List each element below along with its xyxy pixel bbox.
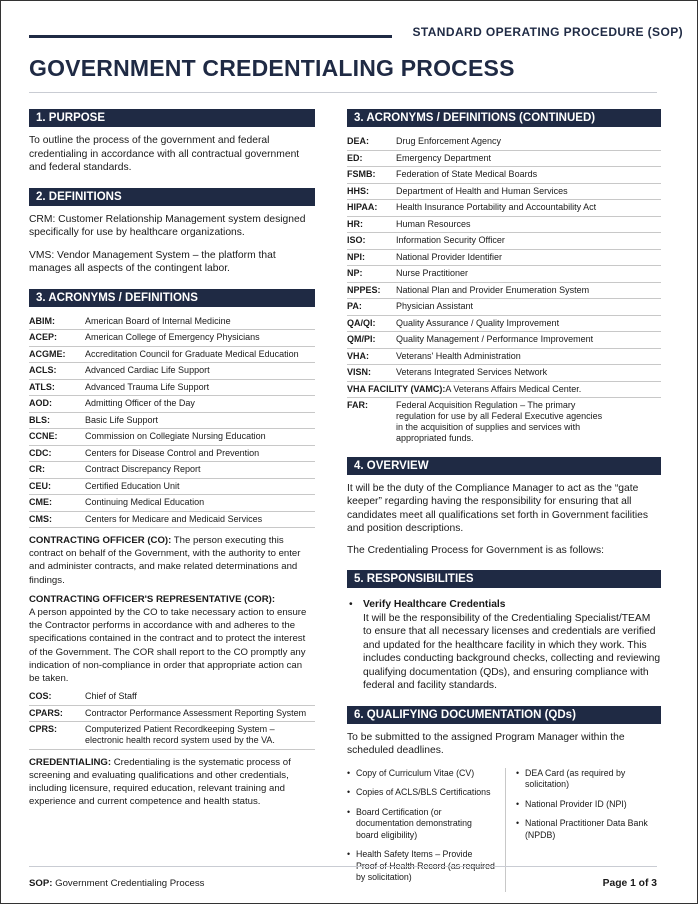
section-heading-acronyms: 3. ACRONYMS / DEFINITIONS bbox=[29, 289, 315, 307]
qds-list-item: • Copies of ACLS/BLS Certifications bbox=[347, 787, 495, 799]
definition-term: CRM: bbox=[29, 213, 56, 225]
right-column bbox=[347, 109, 661, 892]
acronym-definition: Department of Health and Human Services bbox=[396, 185, 568, 196]
acronym-term: BLS: bbox=[29, 414, 50, 425]
acronym-definition: Federal Acquisition Regulation – The primary regulation for use by all Federal Executive agencies in the acquisition of supplies and services with appropriated funds. bbox=[396, 400, 603, 443]
acronym-definition: Continuing Medical Education bbox=[85, 497, 205, 507]
acronym-definition: Nurse Practitioner bbox=[396, 268, 469, 278]
bullet-icon: • bbox=[349, 599, 353, 610]
definition-term: CONTRACTING OFFICER'S REPRESENTATIVE (COR): bbox=[29, 593, 276, 605]
qds-list-left bbox=[347, 768, 495, 892]
acronym-definition: National Provider Identifier bbox=[396, 251, 503, 262]
footer-title bbox=[29, 878, 204, 889]
purpose-text: To outline the process of the government and federal credentialing in accordance with all contractual government and federal standards. bbox=[29, 135, 300, 173]
left-column bbox=[29, 109, 315, 809]
acronym-row bbox=[29, 363, 315, 380]
qds-lists bbox=[347, 768, 661, 892]
definition-vms bbox=[29, 249, 315, 276]
acronym-list-2 bbox=[29, 689, 315, 750]
qds-list-right bbox=[516, 768, 661, 892]
acronym-term: VHA: bbox=[347, 350, 369, 361]
definition-credentialing bbox=[29, 756, 315, 809]
acronym-row bbox=[347, 151, 661, 168]
acronym-term: PA: bbox=[347, 301, 362, 311]
acronym-term: ISO: bbox=[347, 235, 366, 245]
responsibility-item bbox=[347, 598, 661, 693]
acronym-row bbox=[29, 689, 315, 706]
acronym-term-inline: VHA FACILITY (VAMC): bbox=[347, 383, 446, 394]
acronym-row bbox=[29, 446, 315, 463]
section-heading-purpose: 1. PURPOSE bbox=[29, 109, 315, 127]
acronym-definition: Centers for Medicare and Medicaid Services bbox=[85, 513, 263, 524]
acronym-row bbox=[29, 314, 315, 331]
acronym-definition: Federation of State Medical Boards bbox=[396, 169, 538, 179]
acronym-term: NP: bbox=[347, 268, 363, 278]
acronym-term: FSMB: bbox=[347, 169, 376, 179]
acronym-term: CCNE: bbox=[29, 431, 58, 441]
acronym-row-vamc bbox=[347, 382, 661, 399]
section-heading-overview: 4. OVERVIEW bbox=[347, 457, 661, 475]
qds-list-item: • Health Safety Items – Provide by solicitation) bbox=[347, 849, 495, 884]
acronym-definition: Commission on Collegiate Nursing Education bbox=[85, 431, 266, 441]
acronym-row bbox=[347, 332, 661, 349]
acronym-term: HHS: bbox=[347, 185, 369, 196]
acronym-definition: Advanced Trauma Life Support bbox=[85, 381, 210, 392]
acronym-term: HR: bbox=[347, 218, 363, 229]
acronym-row bbox=[29, 462, 315, 479]
acronym-term: ABIM: bbox=[29, 315, 55, 326]
acronym-definition: Physician Assistant bbox=[396, 301, 474, 311]
acronym-term: NPPES: bbox=[347, 284, 381, 295]
section-heading-responsibilities: 5. RESPONSIBILITIES bbox=[347, 570, 661, 588]
section-heading-definitions: 2. DEFINITIONS bbox=[29, 188, 315, 206]
acronym-definition: Basic Life Support bbox=[85, 414, 159, 425]
footer-divider bbox=[29, 866, 657, 867]
acronym-term: AOD: bbox=[29, 398, 52, 408]
acronym-row bbox=[347, 134, 661, 151]
definition-text: The person executing this contract on behalf of the Government, with the authority to enter and administer contracts, and make related determinations and findings. bbox=[29, 535, 301, 586]
footer-text: Government Credentialing Process bbox=[52, 878, 205, 889]
acronym-term: NPI: bbox=[347, 251, 365, 262]
definition-contracting-officer bbox=[29, 534, 315, 587]
acronym-row bbox=[347, 250, 661, 267]
section-heading-qualifying-documentation: 6. QUALIFYING DOCUMENTATION (QDs) bbox=[347, 706, 661, 724]
acronym-term: CEU: bbox=[29, 480, 51, 491]
acronym-row bbox=[347, 299, 661, 316]
page-number: Page 1 of 3 bbox=[602, 878, 657, 889]
acronym-term: CMS: bbox=[29, 513, 52, 524]
qds-list-item: • National Practitioner Data Bank (NPDB) bbox=[516, 818, 661, 841]
footer-label: SOP: bbox=[29, 878, 53, 889]
acronym-term: FAR: bbox=[347, 400, 368, 410]
acronym-row bbox=[347, 184, 661, 201]
acronym-term: CPRS: bbox=[29, 724, 58, 735]
acronym-definition: Veterans Integrated Services Network bbox=[396, 367, 548, 377]
acronym-row bbox=[29, 479, 315, 496]
definition-text: Credentialing is the systematic process of screening and evaluating qualifications and other credentials, including licensure, required education, relevant training and experience and current competence and health status. bbox=[29, 756, 291, 808]
sop-label: STANDARD OPERATING PROCEDURE (SOP) bbox=[412, 25, 683, 39]
acronym-definition: American College of Emergency Physicians bbox=[85, 332, 260, 342]
acronym-row bbox=[29, 330, 315, 347]
acronym-definition: Centers for Disease Control and Prevention bbox=[85, 447, 260, 458]
acronym-term: CPARS: bbox=[29, 707, 63, 718]
definition-term: CONTRACTING OFFICER (CO): bbox=[29, 535, 172, 546]
definition-text: A person appointed by the CO to take necessary action to ensure the Contractor performs in accordance with and adheres to the specifications contained in the contract and to protect the interest of the Government. The COR shall report to the CO promptly any indication of non-compliance in order that appropriate action can be taken. bbox=[29, 607, 307, 685]
acronym-row bbox=[347, 283, 661, 300]
acronym-list bbox=[29, 314, 315, 529]
acronym-term: CDC: bbox=[29, 447, 52, 458]
acronym-row bbox=[29, 512, 315, 529]
qds-list-item: • National Provider ID (NPI) bbox=[516, 799, 661, 811]
acronym-row bbox=[29, 722, 315, 750]
acronym-definition: Human Resources bbox=[396, 218, 471, 229]
acronym-term: QA/QI: bbox=[347, 317, 376, 328]
acronym-definition: Advanced Cardiac Life Support bbox=[85, 365, 210, 375]
acronym-list-continued bbox=[347, 134, 661, 382]
acronym-row bbox=[347, 200, 661, 217]
acronym-definition: Health Insurance Portability and Accountability Act bbox=[396, 202, 597, 212]
page-title: GOVERNMENT CREDENTIALING PROCESS bbox=[29, 55, 515, 81]
acronym-row bbox=[29, 396, 315, 413]
definition-text: Vendor Management System – the platform that manages all aspects of the contingent labor. bbox=[29, 249, 276, 274]
acronym-term: ED: bbox=[347, 152, 363, 163]
acronym-term: DEA: bbox=[347, 136, 369, 146]
qds-list-item: • Copy of Curriculum Vitae (CV) bbox=[347, 768, 495, 780]
acronym-row bbox=[347, 266, 661, 283]
acronym-term: ACGME: bbox=[29, 348, 66, 359]
acronym-row bbox=[347, 217, 661, 234]
acronym-definition: National Plan and Provider Enumeration System bbox=[396, 284, 590, 295]
acronym-row bbox=[347, 316, 661, 333]
acronym-definition: Drug Enforcement Agency bbox=[396, 136, 502, 146]
acronym-definition: Quality Management / Performance Improvement bbox=[396, 334, 594, 344]
definition-term: VMS: bbox=[29, 249, 55, 261]
overview-paragraph-2: The Credentialing Process for Government is as follows: bbox=[347, 544, 604, 556]
column-divider bbox=[505, 768, 506, 892]
acronym-term: ATLS: bbox=[29, 381, 55, 392]
qds-list-item: • Board Certification (or documentation demonstrating board eligibility) bbox=[347, 807, 495, 842]
acronym-definition: Information Security Officer bbox=[396, 235, 505, 245]
acronym-term: COS: bbox=[29, 691, 52, 702]
acronym-definition: Accreditation Council for Graduate Medical Education bbox=[85, 348, 299, 359]
acronym-term: QM/PI: bbox=[347, 334, 376, 344]
acronym-definition: Admitting Officer of the Day bbox=[85, 398, 195, 408]
acronym-definition: Certified Education Unit bbox=[85, 480, 180, 491]
definition-crm bbox=[29, 213, 315, 240]
acronym-row bbox=[29, 413, 315, 430]
acronym-row bbox=[29, 495, 315, 512]
acronym-term: CR: bbox=[29, 464, 45, 474]
acronym-row bbox=[29, 706, 315, 723]
acronym-row bbox=[347, 365, 661, 382]
acronym-definition: American Board of Internal Medicine bbox=[85, 315, 231, 326]
acronym-row bbox=[29, 429, 315, 446]
acronym-term: CME: bbox=[29, 497, 52, 507]
definition-text: Customer Relationship Management system designed specifically for use by healthcare organizations. bbox=[29, 213, 306, 238]
acronym-row bbox=[347, 167, 661, 184]
acronym-row bbox=[347, 233, 661, 250]
acronym-row bbox=[29, 380, 315, 397]
definition-cor bbox=[29, 593, 315, 685]
acronym-definition: A Veterans Affairs Medical Center. bbox=[445, 383, 582, 394]
acronym-definition: Emergency Department bbox=[396, 152, 492, 163]
acronym-definition: Quality Assurance / Quality Improvement bbox=[396, 317, 560, 328]
overview-paragraph: It will be the duty of the Compliance Manager to act as the “gate keeper” regarding having the responsibility for ensuring that all candidates meet all qualifications set forth in Government facilities and position descriptions. bbox=[347, 482, 649, 534]
acronym-term: HIPAA: bbox=[347, 202, 378, 212]
qds-intro: To be submitted to the assigned Program Manager within the scheduled deadlines. bbox=[347, 731, 625, 756]
qds-list-item: • DEA Card (as required by solicitation) bbox=[516, 768, 661, 791]
acronym-definition: Chief of Staff bbox=[85, 691, 137, 702]
acronym-definition: Contract Discrepancy Report bbox=[85, 464, 201, 474]
responsibility-title: Verify Healthcare Credentials bbox=[363, 599, 506, 610]
title-divider bbox=[29, 92, 657, 93]
acronym-definition: Contractor Performance Assessment Reporting System bbox=[85, 707, 307, 718]
acronym-row-far bbox=[347, 398, 661, 447]
acronym-definition: Computerized Patient Recordkeeping System – electronic health record system used by the VA. bbox=[85, 724, 275, 746]
responsibility-text: It will be the responsibility of the Credentialing Specialist/TEAM to ensure that all necessary licenses and credentials are verified and updated for the healthcare facility in which they work. This includes conducting background checks, collecting and reviewing qualifying documentation (QDs), and ensuring compliance with federal and facility standards. bbox=[363, 612, 661, 691]
definition-term: CREDENTIALING: bbox=[29, 756, 112, 768]
header-rule bbox=[29, 35, 392, 38]
acronym-term: VISN: bbox=[347, 367, 372, 377]
acronym-row bbox=[347, 349, 661, 366]
acronym-definition: Veterans' Health Administration bbox=[396, 350, 521, 361]
acronym-term: ACLS: bbox=[29, 365, 57, 375]
acronym-row bbox=[29, 347, 315, 364]
acronym-term: ACEP: bbox=[29, 332, 58, 342]
section-heading-acronyms-continued: 3. ACRONYMS / DEFINITIONS (CONTINUED) bbox=[347, 109, 661, 127]
